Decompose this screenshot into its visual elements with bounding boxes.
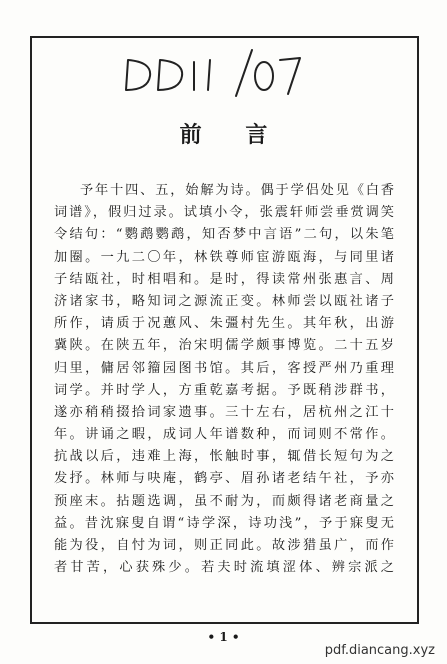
text-line: 发抒。林师与吷庵，鹤亭、眉孙诸老结午社，予亦 xyxy=(54,471,394,487)
text-line: 词谱》，假归过录。试填小令，张震轩师尝垂赏调笑 xyxy=(54,205,394,221)
text-line: 所作，请质于况蕙风、朱彊村先生。其年秋，出游 xyxy=(54,316,394,332)
text-line: 益。昔沈寐叟自谓“诗学深，诗功浅”，予于寐叟无 xyxy=(54,515,394,531)
text-line: 令结句：“鹦鹉鹦鹉，知否梦中言语”二句，以朱笔 xyxy=(54,227,394,243)
text-line: 冀陕。在陕五年，治宋明儒学颇事博览。二十五岁 xyxy=(54,338,394,354)
text-line: 词学。并时学人，方重乾嘉考据。予既稍涉群书， xyxy=(54,382,394,398)
text-line: 济诸家书，略知词之源流正变。林师尝以瓯社诸子 xyxy=(54,293,394,309)
preface-body xyxy=(54,180,394,579)
text-line: 抗战以后，违难上海，怅触时事，辄借长短句为之 xyxy=(54,449,394,465)
text-line: 年。讲诵之暇，成词人年谱数种，而词则不常作。 xyxy=(54,427,394,443)
text-line: 子结瓯社，时相唱和。是时，得读常州张惠言、周 xyxy=(54,271,394,287)
watermark-text: pdf.diancang.xyz xyxy=(324,643,435,658)
text-line: 预座末。拈题选调，虽不耐为，而颇得诸老商量之 xyxy=(54,493,394,509)
text-line: 遂亦稍稍掇拾词家遗事。三十左右，居杭州之江十 xyxy=(54,404,394,420)
text-line: 予年十四、五，始解为诗。偶于学侣处见《白香 xyxy=(80,183,394,198)
text-line: 者甘苦，心获殊少。若夫时流填涩体、辨宗派之 xyxy=(54,560,394,576)
handwritten-catalog-mark xyxy=(118,46,308,104)
page-number: • 1 • xyxy=(207,630,240,644)
text-line: 能为役，自忖为词，则正同此。故涉猎虽广，而作 xyxy=(54,538,394,553)
text-line: 加圈。一九二〇年，林铁尊师宦游瓯海，与同里诸 xyxy=(54,249,394,265)
page-title: 前 言 xyxy=(179,122,286,148)
text-line: 归里，傭居邻籀园图书馆。其后，客授严州乃重理 xyxy=(54,360,394,376)
